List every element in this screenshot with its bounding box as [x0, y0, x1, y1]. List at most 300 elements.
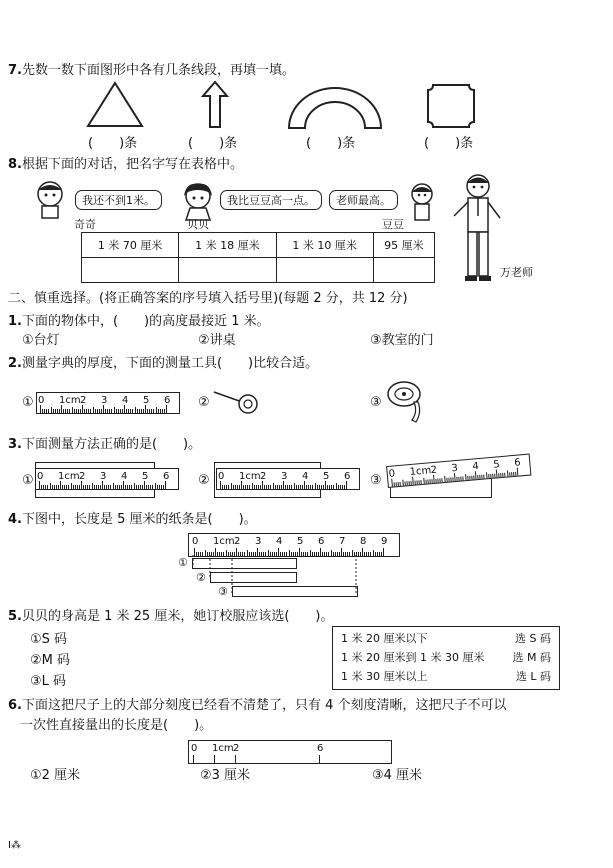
q6-text-line-1: 下面这把尺子上的大部分刻度已经看不清楚了，只有 4 个刻度清晰，这把尺子不可以	[21, 698, 507, 713]
ruler-tick	[283, 481, 284, 489]
ruler-tick	[237, 485, 238, 489]
ruler-tick	[302, 485, 303, 489]
ruler-tick	[151, 409, 152, 413]
ruler-tick	[239, 485, 240, 489]
ruler-tick	[310, 485, 311, 489]
ruler-tick	[222, 485, 223, 489]
ruler-tick	[142, 485, 143, 489]
ruler-tick	[122, 409, 123, 413]
ruler-tick	[467, 476, 468, 480]
ruler-tick	[61, 405, 62, 413]
name-answer-row	[82, 258, 435, 283]
ruler-label: 6	[164, 395, 171, 406]
ruler-tick	[81, 481, 82, 489]
ruler-tick	[338, 485, 339, 489]
ruler-label: 7	[339, 536, 346, 547]
ruler-tick	[75, 485, 76, 489]
ruler-tick	[268, 485, 269, 489]
q6-option-3[interactable]: ③4 厘米	[372, 768, 423, 783]
ruler-tick	[289, 485, 290, 489]
ruler-tick	[475, 471, 477, 479]
ruler-tick	[500, 473, 501, 477]
ruler-tick	[146, 485, 147, 489]
ruler-tick	[264, 485, 265, 489]
ruler-label: 6	[317, 743, 324, 754]
ruler-tick	[58, 485, 59, 489]
ruler-tick	[340, 485, 341, 489]
size-row-s	[335, 628, 557, 647]
ruler-label: 3	[451, 462, 459, 475]
ruler-tick	[143, 409, 144, 413]
name-qiqi: 奇奇	[74, 218, 96, 231]
ruler-tick	[394, 482, 395, 486]
q6-option-1[interactable]: ①2 厘米	[30, 768, 81, 783]
ruler-tick	[79, 485, 80, 489]
ruler-tick	[76, 409, 77, 413]
ruler-tick	[157, 485, 158, 489]
ruler-tick	[68, 485, 69, 489]
ruler-tick	[273, 483, 274, 489]
ruler-label: 0	[38, 395, 45, 406]
ruler-tick	[429, 479, 430, 483]
ruler-tick	[121, 485, 122, 489]
ruler-tick	[85, 485, 86, 489]
q2-straight-ruler	[36, 392, 180, 414]
ruler-tick	[425, 480, 426, 484]
q4-marker-1[interactable]: ①	[178, 556, 188, 569]
ruler-label: 1cm	[212, 743, 234, 754]
ruler-label: 2	[234, 536, 241, 547]
qiqi-character-icon	[30, 180, 74, 220]
ruler-tick	[152, 485, 153, 489]
ruler-tick	[406, 481, 407, 485]
q1-stem	[8, 314, 270, 330]
size-choice-m: 选 M 码	[512, 650, 551, 664]
ruler-label: 2	[233, 743, 240, 754]
ruler-tick	[346, 481, 347, 489]
q6-option-2[interactable]: ②3 厘米	[200, 768, 251, 783]
ruler-tick	[126, 409, 127, 413]
ruler-tick	[226, 485, 227, 489]
ruler-tick	[241, 481, 242, 489]
ruler-tick	[145, 405, 146, 413]
ruler-tick	[277, 485, 278, 489]
size-table	[335, 628, 557, 685]
ruler-tick	[319, 755, 320, 763]
name-answer-cell-4[interactable]	[373, 258, 434, 283]
ruler-tick	[315, 483, 316, 489]
ruler-label: 1cm	[59, 395, 81, 406]
ruler-label: 0	[388, 468, 396, 480]
q1-option-3[interactable]: ③教室的门	[370, 333, 434, 348]
ruler-tick	[281, 485, 282, 489]
ruler-tick	[102, 481, 103, 489]
ruler-tick	[116, 409, 117, 413]
ruler-tick	[511, 472, 512, 476]
ruler-tick	[321, 485, 322, 489]
height-cell-1: 1 米 70 厘米	[82, 233, 179, 258]
name-answer-cell-1[interactable]	[82, 258, 179, 283]
ruler-tick	[153, 409, 154, 413]
ruler-label: 4	[121, 471, 128, 482]
ruler-label: 6	[344, 471, 351, 482]
q6-number: 6.	[8, 698, 22, 713]
ruler-tick	[161, 485, 162, 489]
ruler-tick	[41, 485, 42, 489]
ruler-tick	[94, 485, 95, 489]
ruler-tick	[193, 755, 194, 763]
size-range-m: 1 米 20 厘米到 1 米 30 厘米	[341, 650, 485, 664]
ruler-tick	[448, 478, 449, 482]
ruler-tick	[69, 409, 70, 413]
ruler-tick	[117, 485, 118, 489]
ruler-tick	[53, 409, 54, 413]
ruler-tick	[344, 485, 345, 489]
size-choice-s: 选 S 码	[515, 631, 551, 645]
ruler-tick	[83, 485, 84, 489]
ruler-tick	[396, 482, 397, 486]
ruler-tick	[294, 483, 295, 489]
ruler-tick	[235, 755, 236, 763]
ruler-tick	[306, 485, 307, 489]
q2-marker-2[interactable]: ②	[198, 395, 210, 410]
ruler-tick	[71, 483, 72, 489]
ruler-tick	[120, 409, 121, 413]
ruler-label: 2	[260, 471, 267, 482]
q7-number: 7.	[8, 63, 22, 78]
ruler-tick	[440, 478, 441, 482]
page-corner-mark: Ⅰ⁂	[8, 840, 21, 851]
q1-number: 1.	[8, 314, 22, 329]
ruler-tick	[59, 409, 60, 413]
q4-marker-3[interactable]: ③	[218, 585, 228, 598]
ruler-tick	[74, 409, 75, 413]
ruler-label: 8	[360, 536, 367, 547]
name-doudou: 豆豆	[382, 218, 404, 231]
ruler-tick	[391, 479, 393, 487]
ruler-tick	[412, 477, 414, 485]
ruler-tick	[77, 485, 78, 489]
ruler-tick	[456, 477, 457, 481]
q2-number: 2.	[8, 356, 22, 371]
ruler-tick	[63, 409, 64, 413]
ruler-tick	[64, 485, 65, 489]
ruler-tick	[431, 479, 432, 483]
ruler-tick	[95, 409, 96, 413]
ruler-tick	[148, 485, 149, 489]
q4-number: 4.	[8, 512, 22, 527]
ruler-tick	[159, 485, 160, 489]
q4-ruler	[188, 533, 400, 557]
ruler-tick	[300, 485, 301, 489]
ruler-tick	[65, 409, 66, 413]
ruler-tick	[473, 475, 474, 479]
ruler-tick	[458, 477, 459, 481]
ruler-label: 1cm	[409, 465, 432, 479]
ruler-tick	[72, 407, 73, 413]
ruler-tick	[101, 409, 102, 413]
ruler-tick	[118, 409, 119, 413]
ruler-tick	[509, 472, 510, 476]
octagon-figure	[425, 82, 477, 130]
ruler-tick	[224, 485, 225, 489]
ruler-tick	[298, 485, 299, 489]
ruler-label: 5	[142, 471, 149, 482]
ruler-tick	[56, 485, 57, 489]
q2-stem	[8, 356, 318, 372]
ruler-tick	[492, 474, 493, 478]
ruler-label: 0	[37, 471, 44, 482]
ruler-tick	[308, 485, 309, 489]
ruler-tick	[319, 485, 320, 489]
ruler-tick	[162, 409, 163, 413]
ruler-tick	[285, 485, 286, 489]
ruler-tick	[408, 481, 409, 485]
ruler-tick	[108, 485, 109, 489]
q6-faded-ruler	[188, 740, 392, 764]
ruler-tick	[51, 407, 52, 413]
ruler-label: 4	[302, 471, 309, 482]
ruler-label: 3	[255, 536, 262, 547]
ruler-tick	[235, 485, 236, 489]
ruler-tick	[43, 485, 44, 489]
doudou-character-icon	[408, 182, 436, 222]
ruler-tick	[84, 409, 85, 413]
ruler-tick	[130, 409, 131, 413]
ruler-tick	[243, 485, 244, 489]
ruler-label: 6	[318, 536, 325, 547]
ruler-tick	[99, 409, 100, 413]
speech-bubble-doudou: 老师最高。	[329, 190, 398, 210]
ruler-tick	[291, 485, 292, 489]
name-teacher-wan: 万老师	[500, 266, 533, 279]
ruler-tick	[262, 481, 263, 489]
ruler-tick	[454, 473, 456, 481]
ruler-tick	[147, 409, 148, 413]
ruler-tick	[115, 485, 116, 489]
q4-guide-lines	[188, 555, 400, 597]
ruler-tick	[82, 405, 83, 413]
speech-bubble-qiqi: 我还不到1米。	[75, 190, 162, 210]
ruler-tick	[87, 485, 88, 489]
name-answer-cell-2[interactable]	[179, 258, 276, 283]
ruler-tick	[502, 473, 503, 477]
ruler-label: 4	[472, 461, 480, 473]
ruler-label: 5	[323, 471, 330, 482]
ruler-tick	[515, 472, 516, 476]
ruler-tick	[342, 485, 343, 489]
q5-option-2[interactable]: ②M 码	[30, 653, 71, 668]
q3-marker-3[interactable]: ③	[370, 473, 382, 488]
ruler-tick	[66, 485, 67, 489]
height-table-row	[82, 233, 435, 258]
ruler-tick	[165, 481, 166, 489]
ruler-tick	[62, 485, 63, 489]
q8-number: 8.	[8, 157, 22, 172]
ruler-tick	[100, 485, 101, 489]
q7-blank-1[interactable]: ( )条	[88, 136, 138, 151]
ruler-tick	[323, 485, 324, 489]
q1-option-2[interactable]: ②讲桌	[198, 333, 236, 348]
ruler-tick	[333, 485, 334, 489]
ruler-tick	[254, 485, 255, 489]
ruler-tick	[404, 481, 405, 485]
ruler-tick	[103, 405, 104, 413]
ruler-tick	[513, 472, 514, 476]
ruler-tick	[317, 485, 318, 489]
q2-marker-1[interactable]: ①	[22, 395, 34, 410]
ruler-tick	[155, 483, 156, 489]
arch-figure	[285, 84, 385, 130]
ruler-tick	[160, 409, 161, 413]
ruler-tick	[156, 407, 157, 413]
ruler-tick	[140, 485, 141, 489]
ruler-tick	[258, 485, 259, 489]
ruler-tick	[279, 485, 280, 489]
q3-number: 3.	[8, 437, 22, 452]
size-choice-l: 选 L 码	[515, 669, 551, 683]
q5-option-1[interactable]: ①S 码	[30, 632, 68, 647]
ruler-tick	[312, 485, 313, 489]
ruler-tick	[327, 485, 328, 489]
q7-blank-2[interactable]: ( )条	[188, 136, 238, 151]
ruler-tick	[461, 477, 462, 481]
ruler-tick	[228, 485, 229, 489]
size-table-frame	[332, 626, 560, 690]
ruler-tick	[106, 485, 107, 489]
ruler-tick	[469, 476, 470, 480]
q5-number: 5.	[8, 609, 22, 624]
ruler-tick	[141, 409, 142, 413]
q2-marker-3[interactable]: ③	[370, 395, 382, 410]
ruler-tick	[60, 481, 61, 489]
ruler-tick	[245, 485, 246, 489]
ruler-tick	[150, 485, 151, 489]
ruler-tick	[114, 407, 115, 413]
ruler-tick	[111, 409, 112, 413]
q7-blank-3[interactable]: ( )条	[306, 136, 356, 151]
ruler-tick	[398, 482, 399, 486]
ruler-tick	[73, 485, 74, 489]
ruler-tick	[80, 409, 81, 413]
height-cell-2: 1 米 18 厘米	[179, 233, 276, 258]
ruler-tick	[421, 480, 422, 484]
ruler-tick	[88, 409, 89, 413]
ruler-tick	[438, 479, 439, 483]
ruler-tick	[498, 473, 499, 477]
size-range-s: 1 米 20 厘米以下	[341, 631, 428, 645]
ruler-tick	[249, 485, 250, 489]
ruler-tick	[104, 485, 105, 489]
ruler-tick	[132, 409, 133, 413]
ruler-tick	[128, 409, 129, 413]
ruler-tick	[450, 477, 451, 481]
ruler-tick	[46, 409, 47, 413]
ruler-tick	[336, 483, 337, 489]
ruler-tick	[488, 474, 489, 478]
q4-stem	[8, 512, 257, 528]
ruler-label: 1cm	[213, 536, 235, 547]
ruler-tick	[47, 485, 48, 489]
ruler-label: 2	[80, 395, 87, 406]
ruler-label: 5	[297, 536, 304, 547]
ruler-tick	[144, 481, 145, 489]
ruler-label: 1cm	[239, 471, 261, 482]
ruler-label: 9	[381, 536, 388, 547]
q3-marker-1[interactable]: ①	[22, 473, 34, 488]
ruler-label: 0	[218, 471, 225, 482]
ruler-tick	[119, 485, 120, 489]
ruler-tick	[163, 485, 164, 489]
ruler-tick	[97, 409, 98, 413]
ruler-tick	[325, 481, 326, 489]
ruler-tick	[136, 485, 137, 489]
q5-option-3[interactable]: ③L 码	[30, 674, 67, 689]
ruler-tick	[275, 485, 276, 489]
ruler-tick	[149, 409, 150, 413]
ruler-tick	[415, 481, 416, 485]
ruler-tick	[164, 409, 165, 413]
ruler-tick	[446, 478, 447, 482]
ruler-label: 3	[281, 471, 288, 482]
ruler-tick	[52, 485, 53, 489]
size-row-m	[335, 647, 557, 666]
ruler-tick	[67, 409, 68, 413]
ruler-tick	[331, 485, 332, 489]
ruler-tick	[57, 409, 58, 413]
ruler-tick	[505, 473, 506, 477]
ruler-label: 6	[513, 457, 522, 469]
ruler-tick	[107, 409, 108, 413]
ruler-label: 4	[122, 395, 129, 406]
tape-measure-small-icon	[212, 386, 260, 416]
ruler-label: 2	[430, 464, 438, 477]
ruler-label: 6	[163, 471, 170, 482]
ruler-tick	[490, 474, 491, 478]
ruler-tick	[494, 474, 495, 478]
q6-text-line-2: 一次性直接量出的长度是( )。	[20, 718, 213, 733]
soft-tape-measure-icon	[384, 378, 430, 424]
ruler-label: 4	[276, 536, 283, 547]
ruler-tick	[427, 479, 428, 483]
name-answer-cell-3[interactable]	[276, 258, 373, 283]
ruler-tick	[252, 483, 253, 489]
ruler-tick	[39, 481, 40, 489]
q8-stem	[8, 157, 243, 173]
size-range-l: 1 米 30 厘米以上	[341, 669, 428, 683]
ruler-tick	[247, 485, 248, 489]
q3-ruler-2	[216, 468, 360, 490]
q1-option-1[interactable]: ①台灯	[22, 333, 60, 348]
ruler-tick	[40, 405, 41, 413]
triangle-figure	[85, 80, 145, 130]
ruler-tick	[96, 485, 97, 489]
ruler-label: 5	[143, 395, 150, 406]
ruler-tick	[287, 485, 288, 489]
ruler-tick	[158, 409, 159, 413]
ruler-tick	[110, 485, 111, 489]
ruler-tick	[233, 485, 234, 489]
section-2-title: 二、慎重选择。(将正确答案的序号填入括号里)(每题 2 分，共 12 分)	[8, 291, 408, 306]
q4-marker-2[interactable]: ②	[196, 571, 206, 584]
ruler-tick	[482, 475, 483, 479]
ruler-tick	[270, 485, 271, 489]
ruler-tick	[214, 755, 215, 763]
q7-blank-4[interactable]: ( )条	[424, 136, 474, 151]
q3-marker-2[interactable]: ②	[198, 473, 210, 488]
ruler-tick	[50, 483, 51, 489]
ruler-tick	[479, 475, 480, 479]
